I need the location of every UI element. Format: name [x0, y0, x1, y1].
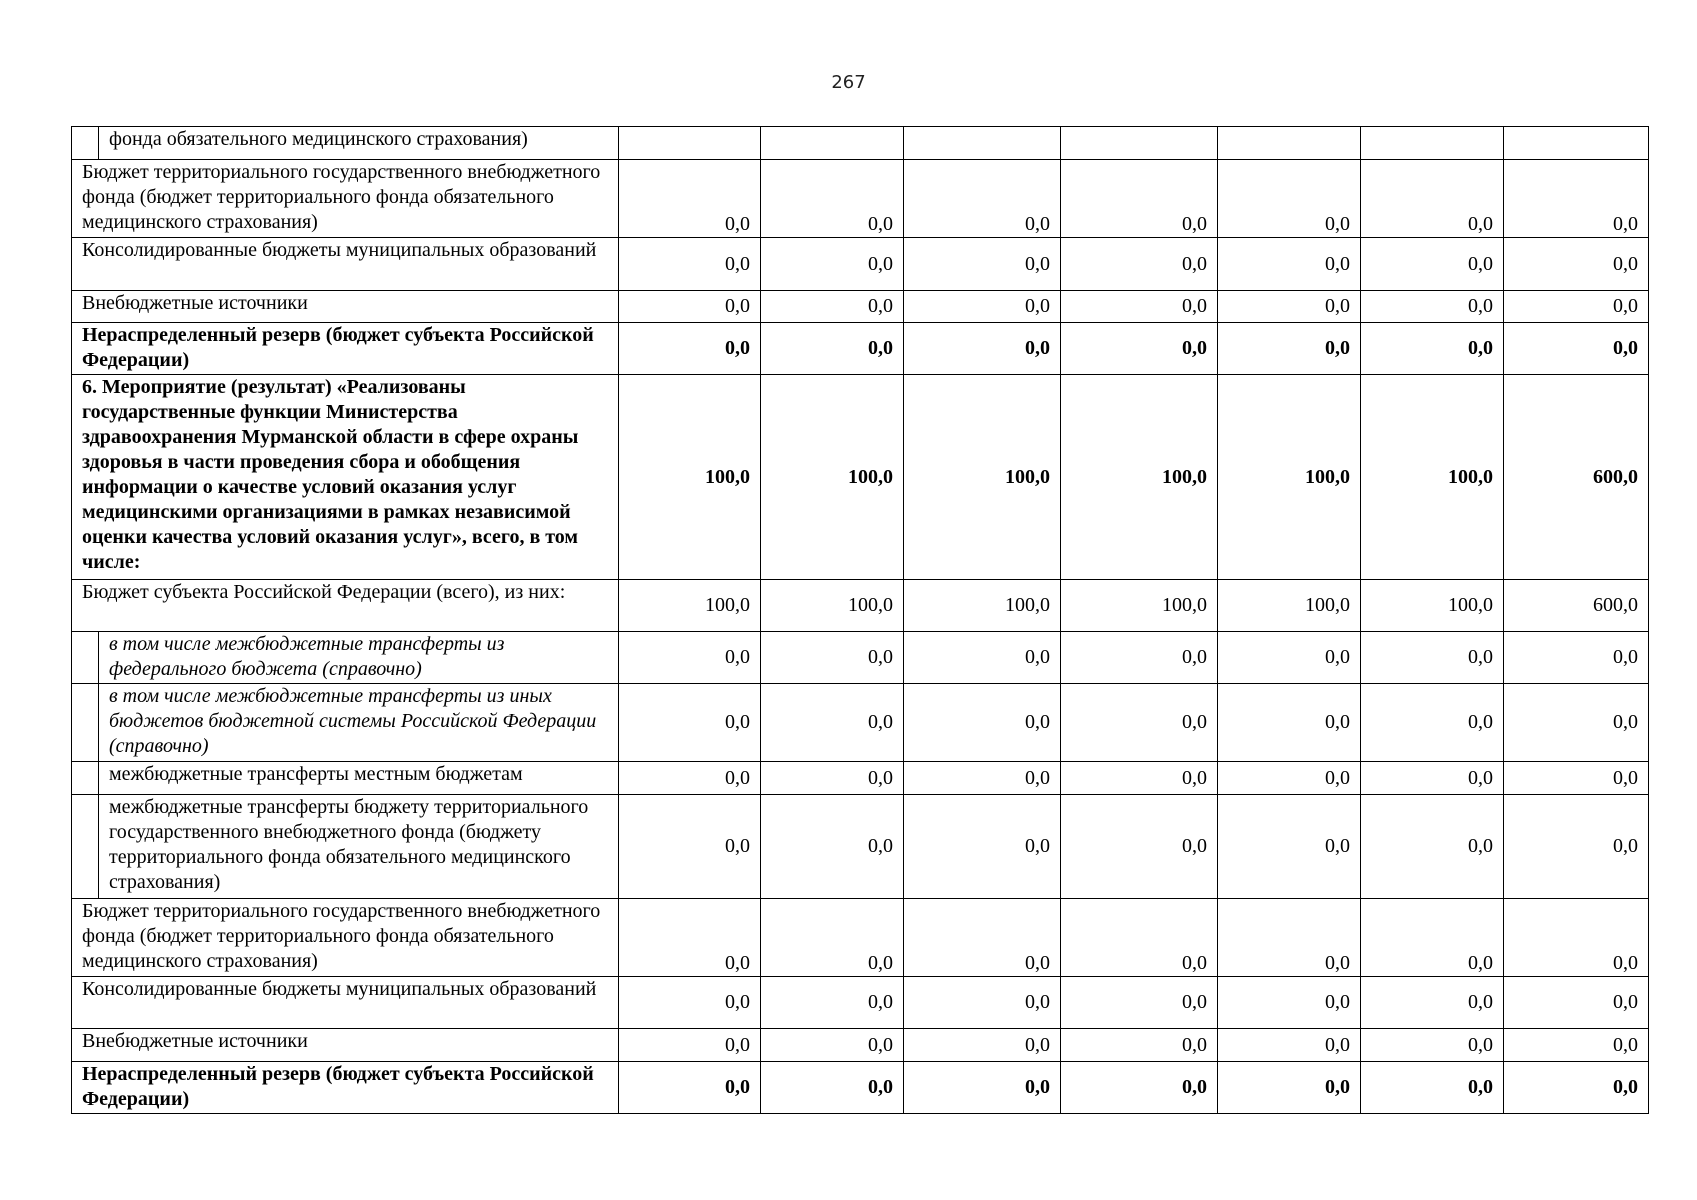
- value-cell: 100,0: [1218, 375, 1361, 580]
- value-cell: 0,0: [761, 762, 904, 795]
- value-cell: 0,0: [1218, 977, 1361, 1029]
- value-cell: 0,0: [761, 323, 904, 375]
- value-cell: 0,0: [1061, 762, 1218, 795]
- row-label: Консолидированные бюджеты муниципальных образований: [72, 238, 619, 291]
- table-row: [72, 899, 1649, 977]
- value-cell: 0,0: [1504, 160, 1649, 238]
- value-cell: 0,0: [619, 323, 761, 375]
- value-cell: 0,0: [904, 323, 1061, 375]
- indent-cell: [72, 762, 99, 795]
- value-cell: 100,0: [1218, 580, 1361, 632]
- value-cell: 0,0: [904, 291, 1061, 323]
- value-cell: 0,0: [761, 1062, 904, 1114]
- value-cell: 0,0: [1218, 291, 1361, 323]
- table-row: [72, 291, 1649, 323]
- value-cell: 0,0: [1218, 762, 1361, 795]
- value-cell: 0,0: [1361, 684, 1504, 762]
- value-cell: 0,0: [1361, 1029, 1504, 1062]
- value-cell: [1061, 127, 1218, 160]
- indent-cell: [72, 795, 99, 899]
- value-cell: 0,0: [1361, 160, 1504, 238]
- value-cell: 0,0: [761, 291, 904, 323]
- table-row: [72, 795, 1649, 899]
- value-cell: 0,0: [619, 977, 761, 1029]
- row-label: в том числе межбюджетные трансферты из федерального бюджета (справочно): [99, 632, 619, 684]
- row-label: Внебюджетные источники: [72, 1029, 619, 1062]
- value-cell: 0,0: [1218, 1062, 1361, 1114]
- value-cell: 0,0: [904, 795, 1061, 899]
- value-cell: 100,0: [619, 375, 761, 580]
- value-cell: 0,0: [1061, 632, 1218, 684]
- table-row: [72, 1062, 1649, 1114]
- row-label: Нераспределенный резерв (бюджет субъекта Российской Федерации): [72, 1062, 619, 1114]
- value-cell: 0,0: [1218, 684, 1361, 762]
- budget-table-body: [72, 127, 1649, 1114]
- value-cell: 0,0: [1218, 238, 1361, 291]
- value-cell: 0,0: [619, 762, 761, 795]
- page-number: 267: [831, 72, 866, 93]
- value-cell: 0,0: [1061, 899, 1218, 977]
- value-cell: 0,0: [1061, 1029, 1218, 1062]
- indent-cell: [72, 684, 99, 762]
- value-cell: 0,0: [619, 238, 761, 291]
- value-cell: 0,0: [619, 160, 761, 238]
- value-cell: 0,0: [1361, 899, 1504, 977]
- value-cell: 0,0: [1361, 291, 1504, 323]
- value-cell: 100,0: [761, 375, 904, 580]
- value-cell: 0,0: [904, 899, 1061, 977]
- value-cell: [619, 127, 761, 160]
- table-row: [72, 762, 1649, 795]
- value-cell: 0,0: [1061, 323, 1218, 375]
- value-cell: 0,0: [1504, 977, 1649, 1029]
- value-cell: 0,0: [1504, 762, 1649, 795]
- value-cell: 100,0: [1361, 375, 1504, 580]
- row-label: 6. Мероприятие (результат) «Реализованы государственные функции Министерства здравоохранения Мурманской области в сфере охраны здоровья в части проведения сбора и обобщения информации о качестве условий оказания услуг медицинскими организациями в рамках независимой оценки качества условий оказания услуг», всего, в том числе:: [72, 375, 619, 580]
- value-cell: 100,0: [619, 580, 761, 632]
- value-cell: 0,0: [1061, 977, 1218, 1029]
- value-cell: 0,0: [904, 684, 1061, 762]
- value-cell: 0,0: [1504, 1062, 1649, 1114]
- table-row: [72, 1029, 1649, 1062]
- value-cell: 0,0: [904, 762, 1061, 795]
- row-label: Бюджет территориального государственного внебюджетного фонда (бюджет территориального фонда обязательного медицинского страхования): [72, 160, 619, 238]
- table-row: [72, 632, 1649, 684]
- value-cell: 0,0: [1218, 795, 1361, 899]
- value-cell: 0,0: [619, 1062, 761, 1114]
- value-cell: 0,0: [1061, 1062, 1218, 1114]
- value-cell: 0,0: [1218, 632, 1361, 684]
- value-cell: [1218, 127, 1361, 160]
- value-cell: 0,0: [1504, 291, 1649, 323]
- table-row: [72, 160, 1649, 238]
- row-label: межбюджетные трансферты местным бюджетам: [99, 762, 619, 795]
- value-cell: 0,0: [1218, 160, 1361, 238]
- table-row: [72, 323, 1649, 375]
- value-cell: 0,0: [761, 632, 904, 684]
- row-label: Бюджет субъекта Российской Федерации (всего), из них:: [72, 580, 619, 632]
- value-cell: 0,0: [904, 977, 1061, 1029]
- budget-table: [71, 126, 1649, 1114]
- value-cell: 0,0: [904, 160, 1061, 238]
- row-label: фонда обязательного медицинского страхования): [99, 127, 619, 160]
- row-label: Консолидированные бюджеты муниципальных образований: [72, 977, 619, 1029]
- value-cell: 0,0: [761, 899, 904, 977]
- value-cell: 0,0: [1361, 632, 1504, 684]
- indent-cell: [72, 127, 99, 160]
- row-label: Бюджет территориального государственного внебюджетного фонда (бюджет территориального фонда обязательного медицинского страхования): [72, 899, 619, 977]
- value-cell: [1361, 127, 1504, 160]
- value-cell: 0,0: [761, 160, 904, 238]
- value-cell: 0,0: [904, 632, 1061, 684]
- value-cell: 0,0: [761, 795, 904, 899]
- value-cell: 0,0: [619, 291, 761, 323]
- table-row: [72, 375, 1649, 580]
- value-cell: 0,0: [1361, 1062, 1504, 1114]
- value-cell: 0,0: [1504, 323, 1649, 375]
- value-cell: 0,0: [761, 1029, 904, 1062]
- row-label: Нераспределенный резерв (бюджет субъекта Российской Федерации): [72, 323, 619, 375]
- value-cell: 0,0: [1218, 899, 1361, 977]
- value-cell: 0,0: [904, 1029, 1061, 1062]
- value-cell: 0,0: [1061, 238, 1218, 291]
- value-cell: 0,0: [1361, 323, 1504, 375]
- table-row: [72, 127, 1649, 160]
- value-cell: 100,0: [1061, 375, 1218, 580]
- row-label: в том числе межбюджетные трансферты из иных бюджетов бюджетной системы Российской Федерации (справочно): [99, 684, 619, 762]
- row-label: Внебюджетные источники: [72, 291, 619, 323]
- value-cell: 0,0: [1504, 632, 1649, 684]
- value-cell: 0,0: [1504, 684, 1649, 762]
- value-cell: 0,0: [1061, 160, 1218, 238]
- value-cell: 0,0: [1218, 1029, 1361, 1062]
- table-row: [72, 977, 1649, 1029]
- value-cell: 0,0: [1504, 899, 1649, 977]
- value-cell: 100,0: [1361, 580, 1504, 632]
- indent-cell: [72, 632, 99, 684]
- value-cell: [1504, 127, 1649, 160]
- table-row: [72, 684, 1649, 762]
- value-cell: 0,0: [619, 899, 761, 977]
- value-cell: [761, 127, 904, 160]
- value-cell: 0,0: [619, 1029, 761, 1062]
- value-cell: 100,0: [1061, 580, 1218, 632]
- value-cell: 0,0: [1504, 1029, 1649, 1062]
- value-cell: 0,0: [904, 238, 1061, 291]
- value-cell: 0,0: [761, 684, 904, 762]
- value-cell: [904, 127, 1061, 160]
- value-cell: 0,0: [619, 632, 761, 684]
- value-cell: 0,0: [761, 977, 904, 1029]
- value-cell: 0,0: [619, 795, 761, 899]
- value-cell: 0,0: [1218, 323, 1361, 375]
- value-cell: 0,0: [1504, 795, 1649, 899]
- value-cell: 0,0: [1061, 795, 1218, 899]
- value-cell: 0,0: [904, 1062, 1061, 1114]
- value-cell: 0,0: [1361, 977, 1504, 1029]
- value-cell: 0,0: [761, 238, 904, 291]
- value-cell: 0,0: [1061, 684, 1218, 762]
- value-cell: 100,0: [904, 375, 1061, 580]
- value-cell: 0,0: [1504, 238, 1649, 291]
- value-cell: 100,0: [904, 580, 1061, 632]
- value-cell: 0,0: [1361, 238, 1504, 291]
- row-label: межбюджетные трансферты бюджету территориального государственного внебюджетного фонда (бюджету территориального фонда обязательного медицинского страхования): [99, 795, 619, 899]
- table-row: [72, 580, 1649, 632]
- value-cell: 0,0: [1061, 291, 1218, 323]
- value-cell: 0,0: [619, 684, 761, 762]
- value-cell: 0,0: [1361, 762, 1504, 795]
- value-cell: 600,0: [1504, 375, 1649, 580]
- value-cell: 100,0: [761, 580, 904, 632]
- table-row: [72, 238, 1649, 291]
- value-cell: 0,0: [1361, 795, 1504, 899]
- value-cell: 600,0: [1504, 580, 1649, 632]
